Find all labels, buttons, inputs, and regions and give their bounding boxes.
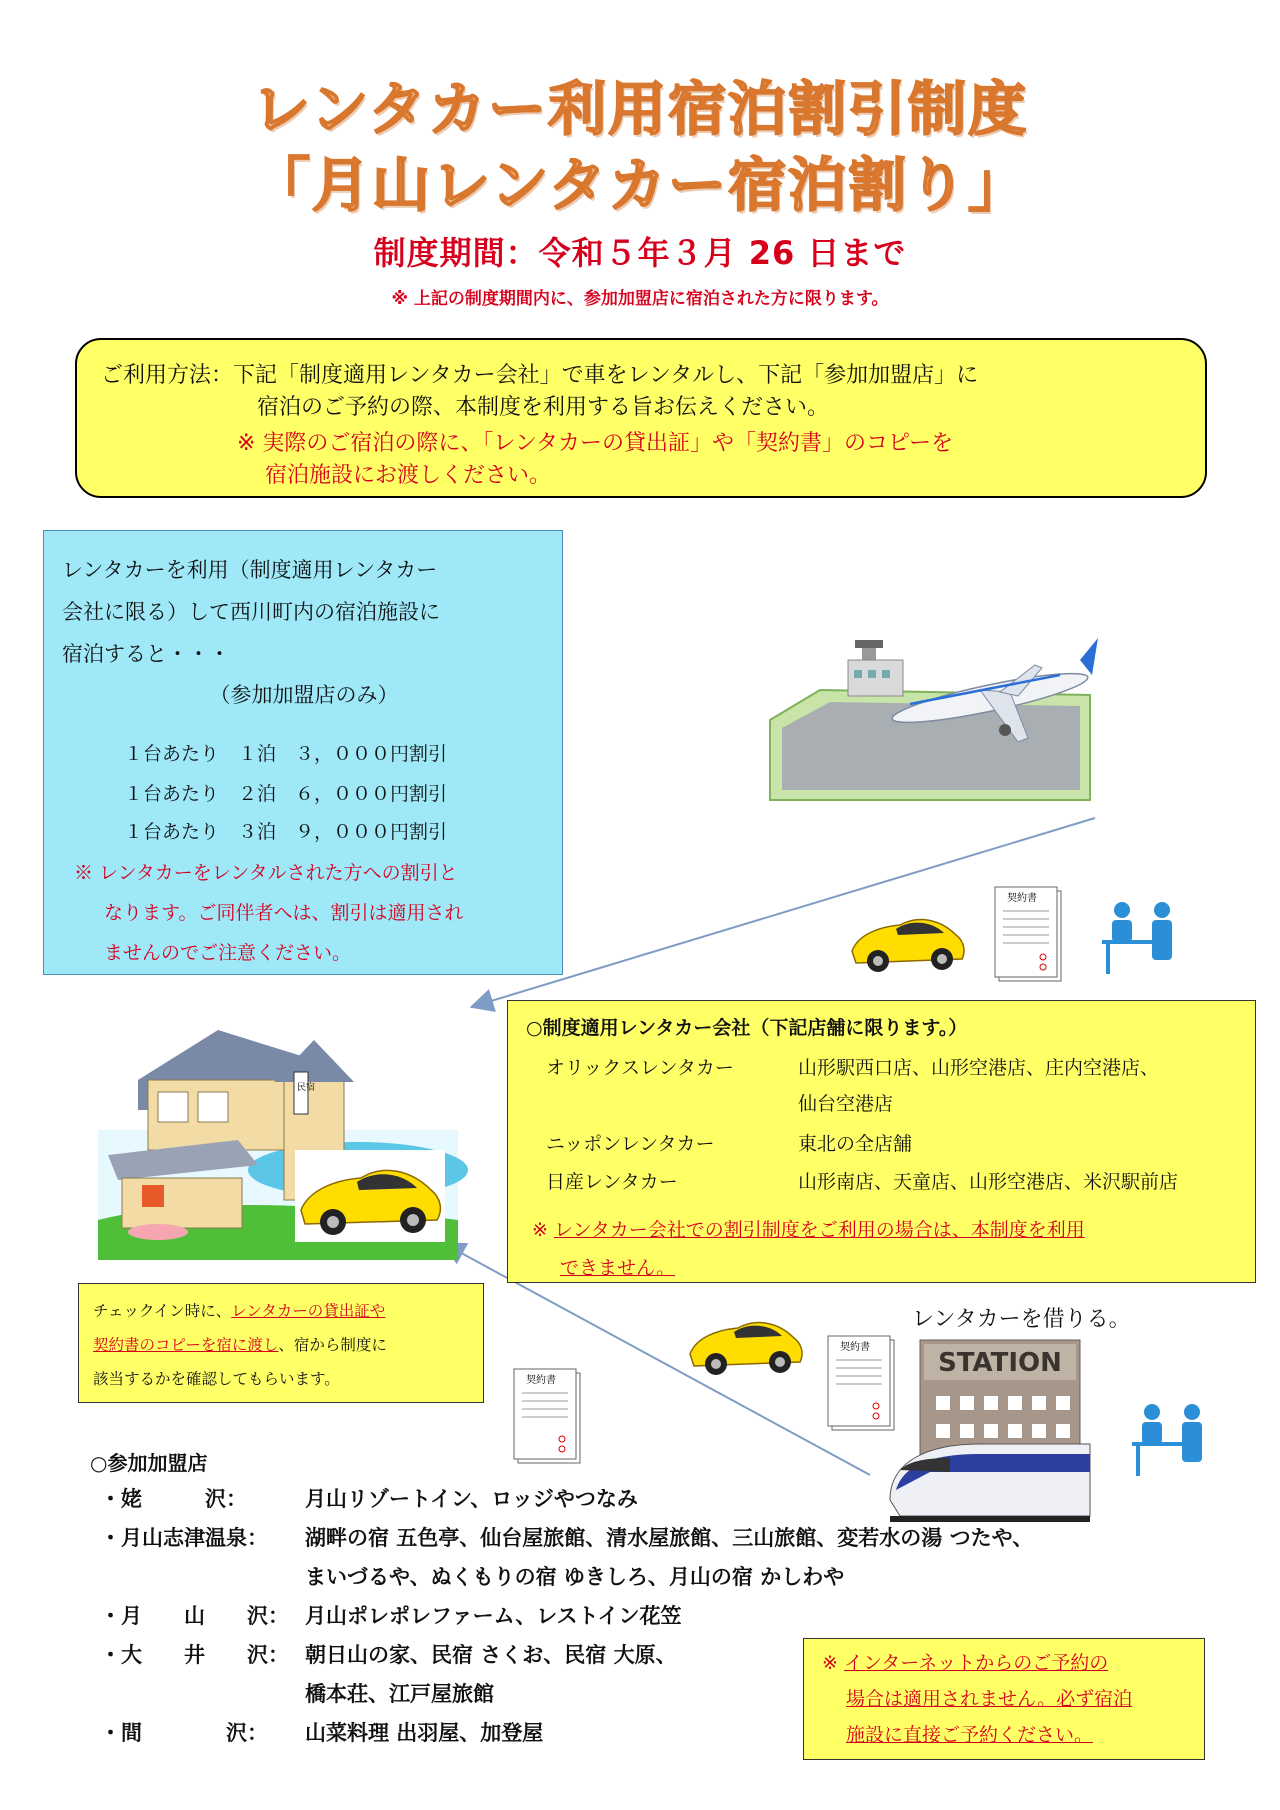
company-branches: 山形南店、天童店、山形空港店、米沢駅前店 <box>798 1171 1179 1193</box>
usage-line-2: 宿泊のご予約の際、本制度を利用する旨お伝えください。 <box>257 395 830 420</box>
contract-label: 契約書 <box>840 1342 870 1353</box>
rental-company-box <box>507 1000 1256 1283</box>
warning-mark: ※ <box>532 1219 554 1241</box>
member-shops: まいづるや、ぬくもりの宿 ゆきしろ、月山の宿 かしわや <box>305 1565 845 1589</box>
discount-intro-1: レンタカーを利用（制度適用レンタカー <box>62 558 438 582</box>
rent-car-caption: レンタカーを借りる。 <box>912 1307 1131 1332</box>
member-shops: 月山リゾートイン、ロッジやつなみ <box>305 1487 638 1511</box>
contract-document-icon <box>826 1334 898 1434</box>
member-area: ・姥 沢： <box>100 1487 247 1511</box>
checkin-line-3: 該当するかを確認してもらいます。 <box>93 1370 340 1388</box>
usage-line-3: ※ 実際のご宿泊の際に、「レンタカーの貸出証」や「契約書」のコピーを <box>237 431 954 456</box>
member-shops: 橋本荘、江戸屋旅館 <box>305 1682 494 1706</box>
contract-label: 契約書 <box>526 1375 556 1386</box>
checkin-note-box <box>78 1283 484 1403</box>
member-shops: 山菜料理 出羽屋、加登屋 <box>305 1721 544 1745</box>
member-area: ・月山志津温泉： <box>100 1526 268 1550</box>
discount-intro-2: 会社に限る）して西川町内の宿泊施設に <box>62 600 440 624</box>
discount-note-1: ※ レンタカーをレンタルされた方への割引と <box>74 862 458 884</box>
usage-box <box>75 338 1207 498</box>
page-title: レンタカー利用宿泊割引制度 <box>251 75 1029 143</box>
internet-note-1: インターネットからのご予約の <box>843 1652 1109 1674</box>
company-branches: 東北の全店舗 <box>798 1133 913 1155</box>
company-name: オリックスレンタカー <box>546 1057 734 1079</box>
internet-reservation-note <box>803 1638 1205 1760</box>
member-shops: 湖畔の宿 五色亭、仙台屋旅館、清水屋旅館、三山旅館、変若水の湯 つたや、 <box>305 1526 1034 1550</box>
checkin-emphasis-2: 契約書のコピーを宿に渡し <box>93 1336 279 1354</box>
member-shops: 朝日山の家、民宿 さくお、民宿 大原、 <box>305 1643 677 1667</box>
airport-illustration <box>760 630 1100 810</box>
station-sign: STATION <box>938 1348 1062 1378</box>
minshuku-sign: 民宿 <box>297 1083 316 1093</box>
usage-line-4: 宿泊施設にお渡しください。 <box>265 463 552 488</box>
rental-counter-staff-icon <box>1130 1400 1220 1480</box>
contract-document-icon <box>993 885 1065 985</box>
checkin-text: 、宿から制度に <box>278 1336 387 1354</box>
rental-counter-staff-icon <box>1100 898 1190 978</box>
company-branches: 山形駅西口店、山形空港店、庄内空港店、 <box>798 1057 1160 1079</box>
discount-note-2: なります。ご同伴者へは、割引は適用され <box>104 902 464 924</box>
discount-intro <box>62 549 552 675</box>
company-name: 日産レンタカー <box>546 1171 678 1193</box>
contract-label: 契約書 <box>1007 893 1037 904</box>
company-warning <box>532 1211 1232 1287</box>
yellow-car-icon <box>686 1308 810 1380</box>
company-heading: ○制度適用レンタカー会社（下記店舗に限ります。） <box>526 1017 968 1039</box>
rate-2-night: １台あたり ２泊 ６，０００円割引 <box>124 783 448 805</box>
station-train-illustration <box>890 1340 1110 1540</box>
page-subtitle: 「月山レンタカー宿泊割り」 <box>251 151 1029 219</box>
discount-note-3: ませんのでご注意ください。 <box>104 942 352 964</box>
member-area: ・大 井 沢： <box>100 1643 289 1667</box>
company-name: ニッポンレンタカー <box>546 1133 715 1155</box>
period-note: ※ 上記の制度期間内に、参加加盟店に宿泊された方に限ります。 <box>391 289 889 309</box>
internet-note-2: 場合は適用されません。必ず宿泊 <box>846 1688 1133 1710</box>
member-shops: 月山ポレポレファーム、レストイン花笠 <box>305 1604 682 1628</box>
yellow-car-icon <box>295 1150 445 1242</box>
company-branches: 仙台空港店 <box>798 1093 894 1115</box>
warning-mark: ※ <box>822 1652 844 1674</box>
member-area: ・間 沢： <box>100 1721 268 1745</box>
member-area: ・月 山 沢： <box>100 1604 289 1628</box>
checkin-emphasis-1: レンタカーの貸出証や <box>231 1302 386 1320</box>
yellow-car-icon <box>848 905 968 977</box>
usage-line-1: ご利用方法：下記「制度適用レンタカー会社」で車をレンタルし、下記「参加加盟店」に <box>101 363 979 388</box>
period-text: 制度期間：令和５年３月 26 日まで <box>373 234 907 272</box>
company-warning-1: レンタカー会社での割引制度をご利用の場合は、本制度を利用 <box>553 1219 1085 1241</box>
members-heading: ○参加加盟店 <box>90 1451 208 1475</box>
rate-3-night: １台あたり ３泊 ９，０００円割引 <box>124 821 448 843</box>
internet-note-3: 施設に直接ご予約ください。 <box>846 1724 1094 1746</box>
discount-intro-3: 宿泊すると・・・ <box>62 642 230 666</box>
checkin-text: チェックイン時に、 <box>93 1302 232 1320</box>
rate-1-night: １台あたり １泊 ３，０００円割引 <box>124 743 448 765</box>
contract-document-icon <box>512 1367 584 1467</box>
company-warning-2: できません。 <box>560 1257 676 1279</box>
members-only-text: （参加加盟店のみ） <box>209 683 399 707</box>
